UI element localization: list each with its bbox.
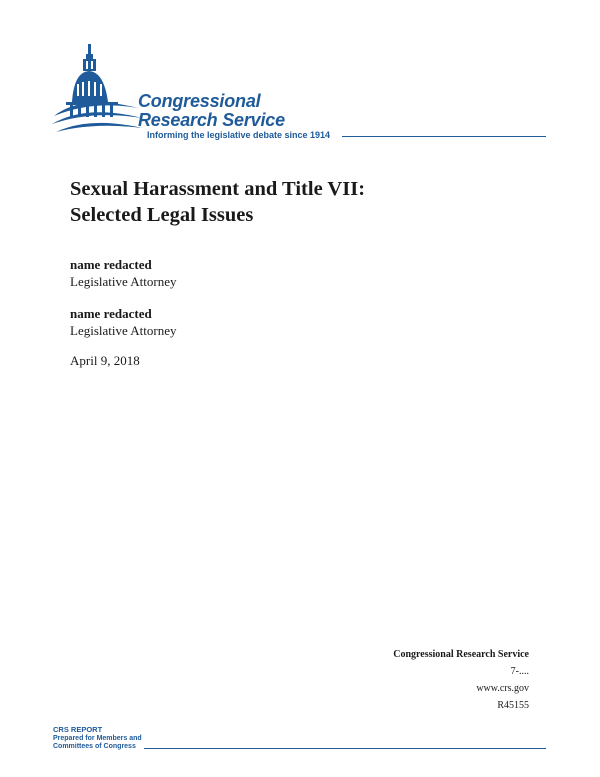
contact-info — [393, 646, 529, 714]
capitol-dome-icon — [52, 42, 142, 142]
crs-report-heading: CRS REPORT — [53, 725, 103, 734]
report-title-line1: Sexual Harassment and Title VII: — [70, 178, 366, 200]
logo-tagline: Informing the legislative debate since 1914 — [147, 130, 331, 140]
logo-divider — [342, 136, 546, 137]
author-block — [70, 305, 177, 339]
crs-report-subline: Prepared for Members and — [53, 734, 142, 742]
author-role: Legislative Attorney — [70, 274, 177, 289]
author-name: name redacted — [70, 257, 152, 272]
website-link[interactable]: www.crs.gov — [476, 683, 529, 694]
crs-report-label — [53, 726, 142, 752]
crs-logo — [52, 42, 552, 152]
logo-line1: Congressional — [138, 91, 261, 111]
report-number: R45155 — [497, 700, 529, 711]
report-title-line2: Selected Legal Issues — [70, 204, 254, 226]
phone-number: 7-.... — [510, 666, 529, 677]
crs-logo-title — [138, 92, 285, 130]
organization-name: Congressional Research Service — [393, 649, 529, 660]
author-role: Legislative Attorney — [70, 323, 177, 338]
footer-divider — [144, 748, 546, 749]
report-title — [70, 176, 365, 228]
author-name: name redacted — [70, 306, 152, 321]
report-date: April 9, 2018 — [70, 353, 140, 368]
logo-line2: Research Service — [138, 110, 285, 130]
author-block — [70, 256, 177, 290]
crs-report-subline: Committees of Congress — [53, 743, 136, 750]
